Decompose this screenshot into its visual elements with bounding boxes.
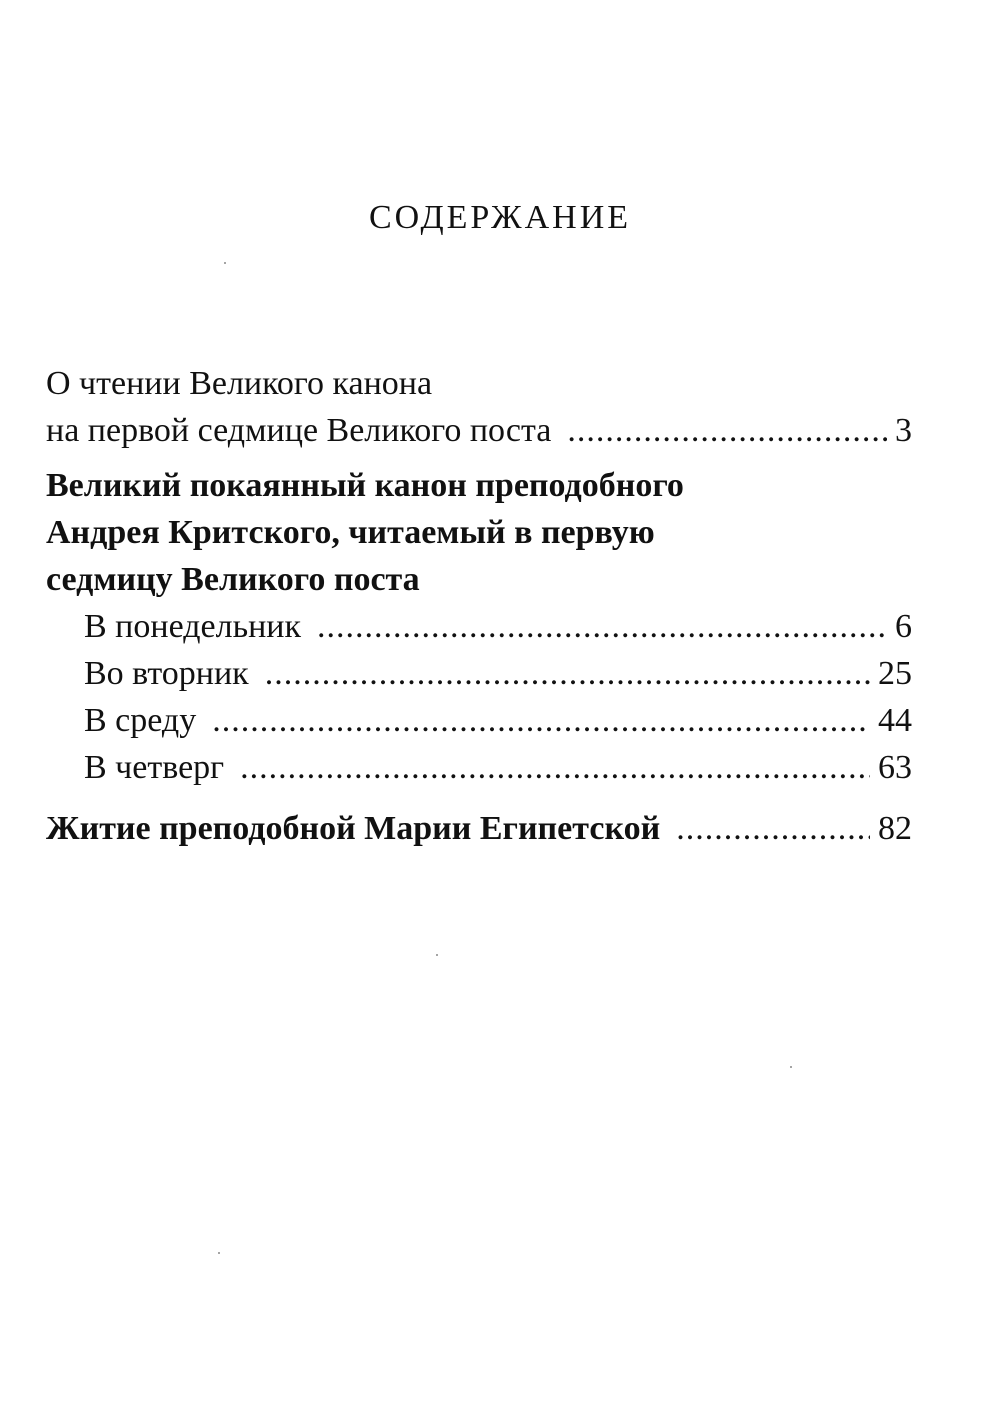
dot-leader	[240, 744, 870, 791]
toc-heading-canon-line1: Великий покаянный канон преподобного	[46, 467, 684, 504]
toc-heading-canon-line3: седмицу Великого поста	[46, 561, 420, 598]
toc-entry-label: В понедельник	[84, 608, 301, 645]
page-number: 63	[878, 749, 912, 786]
page-title: СОДЕРЖАНИЕ	[368, 199, 632, 236]
toc-entry-label: Во вторник	[84, 655, 249, 692]
page-number: 6	[895, 608, 912, 645]
page-number: 3	[895, 412, 912, 449]
toc-entry-tuesday	[46, 650, 912, 697]
toc-entry-life	[46, 805, 912, 852]
toc-entry-intro	[46, 407, 912, 454]
dot-leader	[317, 603, 887, 650]
dot-leader	[265, 650, 870, 697]
toc-entry-wednesday	[46, 697, 912, 744]
toc-entry-intro-line1: О чтении Великого канона	[46, 365, 433, 402]
dot-leader	[212, 697, 870, 744]
page-number: 82	[878, 810, 912, 847]
page-number: 25	[878, 655, 912, 692]
scan-speck	[218, 1252, 220, 1254]
scan-speck	[436, 954, 438, 956]
toc-entry-life-label: Житие преподобной Марии Египетской	[46, 810, 661, 847]
toc-entry-label: В среду	[84, 702, 197, 739]
toc-entry-monday	[46, 603, 912, 650]
toc-entry-label: В четверг	[84, 749, 225, 786]
toc-entry-intro-label: на первой седмице Великого поста	[46, 412, 552, 449]
toc-heading-canon-line2: Андрея Критского, читаемый в первую	[46, 514, 655, 551]
dot-leader	[676, 805, 870, 852]
toc-entry-thursday	[46, 744, 912, 791]
scan-speck	[790, 1066, 792, 1068]
page-number: 44	[878, 702, 912, 739]
scan-speck	[224, 262, 226, 264]
table-of-contents	[46, 360, 912, 852]
dot-leader	[567, 407, 887, 454]
